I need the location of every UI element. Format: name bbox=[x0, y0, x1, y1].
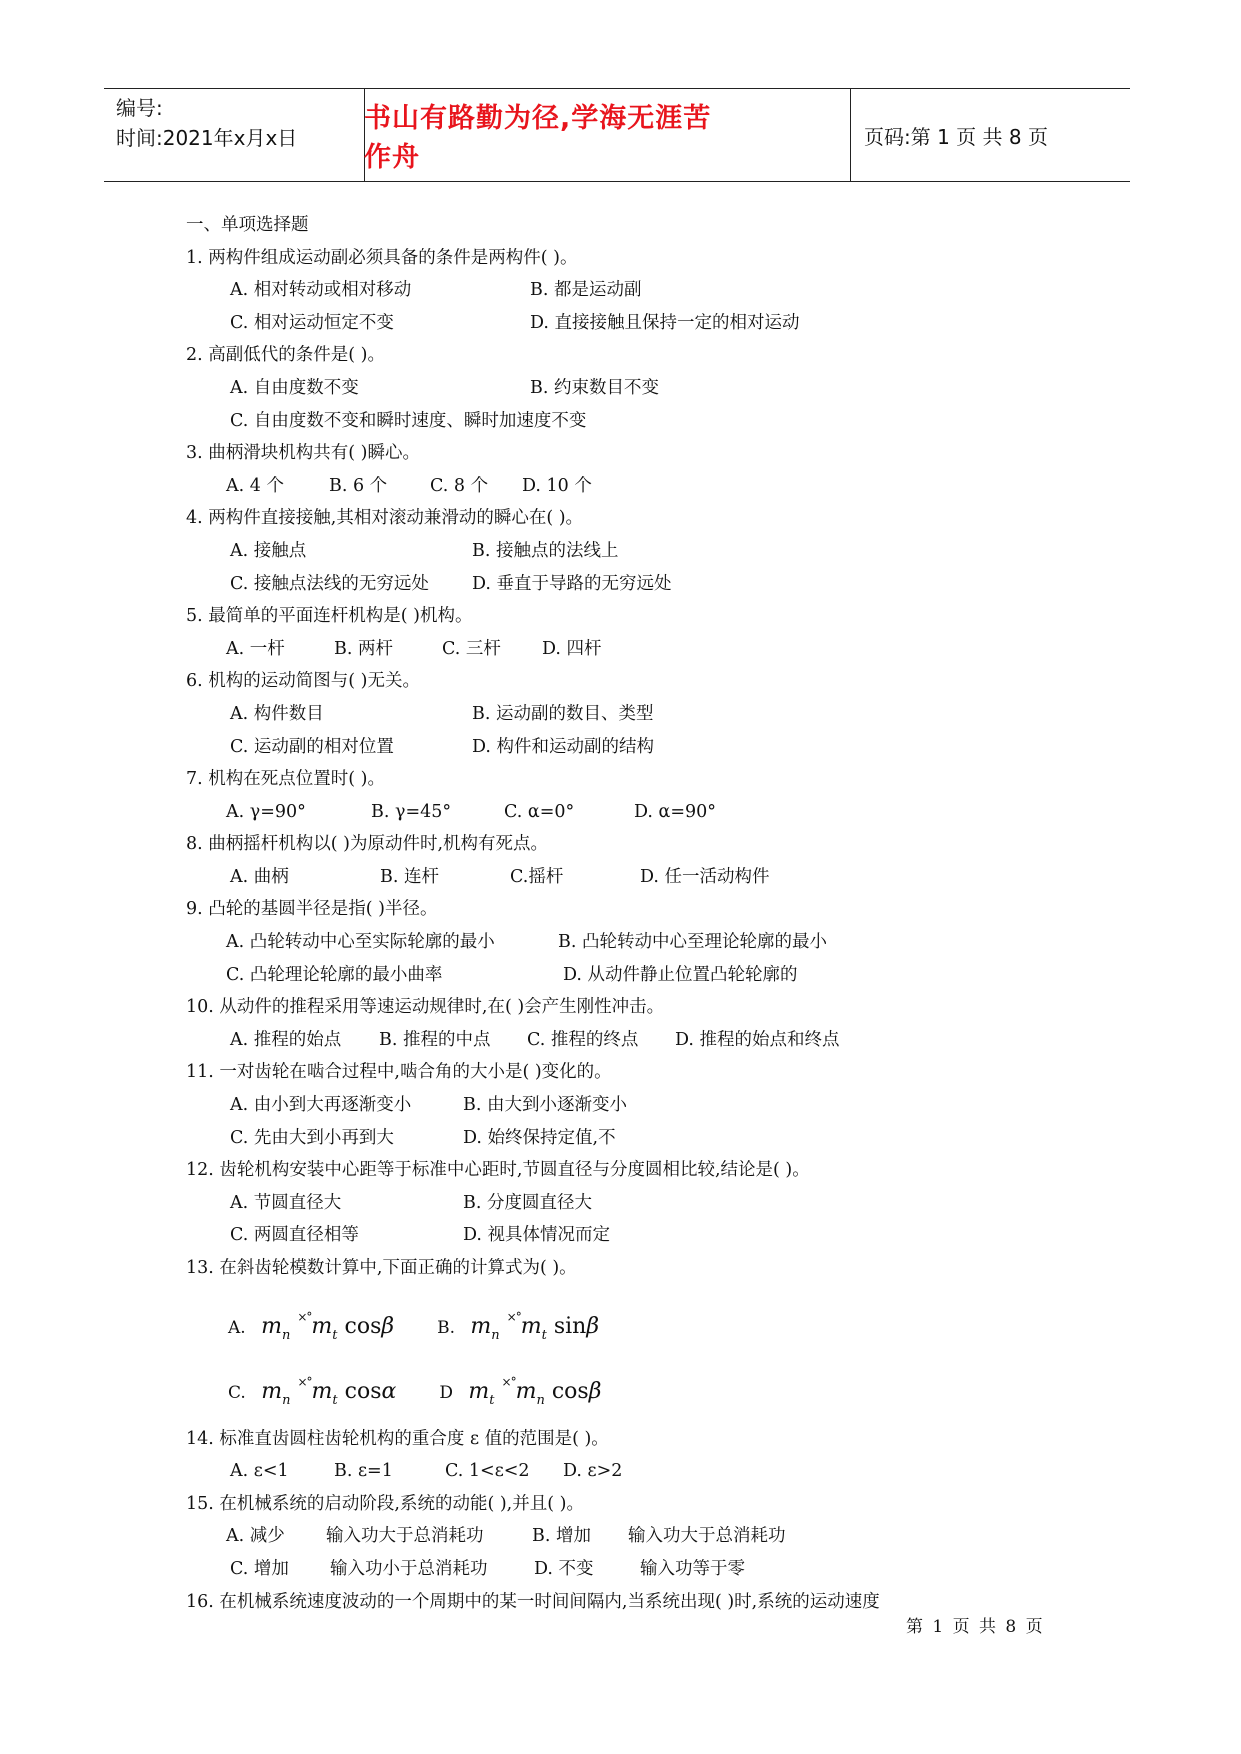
formula-symbol: m bbox=[470, 1313, 492, 1339]
option: A. 推程的始点 bbox=[230, 1029, 342, 1050]
option: D. 四杆 bbox=[542, 638, 602, 659]
question-stem: 4. 两构件直接接触,其相对滚动兼滑动的瞬心在( )。 bbox=[186, 508, 584, 529]
question-list bbox=[186, 209, 1086, 1618]
option: C.摇杆 bbox=[510, 866, 564, 887]
option-row bbox=[186, 959, 1086, 992]
question-stem: 9. 凸轮的基圆半径是指( )半径。 bbox=[186, 899, 438, 920]
formula-symbol: m bbox=[261, 1378, 283, 1404]
option: A. ε<1 bbox=[230, 1461, 289, 1482]
option: A. 曲柄 bbox=[230, 866, 289, 887]
formula-subscript: t bbox=[332, 1392, 338, 1408]
formula bbox=[468, 1374, 602, 1408]
option-detail: 输入功大于总消耗功 bbox=[326, 1526, 484, 1547]
time-label: 时间:2021年x月x日 bbox=[116, 126, 298, 150]
option-row bbox=[186, 731, 1086, 764]
option: D. 从动件静止位置凸轮轮廓的 bbox=[563, 964, 798, 985]
option: C. 三杆 bbox=[442, 638, 501, 659]
option-row bbox=[186, 633, 1086, 666]
question-stem: 11. 一对齿轮在啮合过程中,啮合角的大小是( )变化的。 bbox=[186, 1062, 612, 1083]
option-row bbox=[186, 470, 1086, 503]
option: A. 接触点 bbox=[230, 540, 307, 561]
option-detail: 输入功小于总消耗功 bbox=[330, 1558, 488, 1579]
option-row bbox=[186, 1187, 1086, 1220]
option-row bbox=[186, 1219, 1086, 1252]
question-stem: 2. 高副低代的条件是( )。 bbox=[186, 345, 385, 366]
option-row bbox=[186, 535, 1086, 568]
formula-symbol: m bbox=[515, 1378, 537, 1404]
formula-symbol: m bbox=[261, 1313, 282, 1339]
option-row bbox=[186, 698, 1086, 731]
question-stem: 15. 在机械系统的启动阶段,系统的动能( ),并且( )。 bbox=[186, 1493, 584, 1514]
option: B. 分度圆直径大 bbox=[463, 1192, 592, 1213]
option-row bbox=[186, 568, 1086, 601]
option-row bbox=[186, 307, 1086, 340]
option-row bbox=[186, 796, 1086, 829]
option-label: A. bbox=[228, 1317, 246, 1338]
formula-function: sin bbox=[553, 1313, 587, 1339]
option-row bbox=[186, 1520, 1086, 1553]
formula bbox=[261, 1374, 403, 1408]
option: C. 接触点法线的无穷远处 bbox=[230, 573, 429, 594]
option: C. α=0° bbox=[504, 801, 575, 822]
formula-row bbox=[186, 1285, 1086, 1350]
option-detail: 输入功等于零 bbox=[640, 1558, 745, 1579]
option: D. 10 个 bbox=[522, 475, 592, 496]
option: B. 约束数目不变 bbox=[530, 377, 659, 398]
formula-row bbox=[186, 1350, 1086, 1415]
option: A. γ=90° bbox=[226, 801, 306, 822]
option: A. 节圆直径大 bbox=[230, 1192, 342, 1213]
formula-subscript: t bbox=[332, 1327, 338, 1343]
option: D. 垂直于导路的无穷远处 bbox=[472, 573, 672, 594]
question-stem: 1. 两构件组成运动副必须具备的条件是两构件( )。 bbox=[186, 247, 578, 268]
option: C. 8 个 bbox=[430, 475, 489, 496]
question-stem: 10. 从动件的推程采用等速运动规律时,在( )会产生刚性冲击。 bbox=[186, 997, 665, 1018]
page-header bbox=[104, 88, 1130, 182]
formula-operator: ×° bbox=[506, 1309, 521, 1324]
option: A. 一杆 bbox=[226, 638, 285, 659]
option: A. 4 个 bbox=[226, 475, 284, 496]
option: B. 增加 bbox=[532, 1526, 591, 1547]
formula-variable: β bbox=[586, 1313, 600, 1339]
formula-subscript: t bbox=[489, 1392, 495, 1408]
option: B. 运动副的数目、类型 bbox=[472, 703, 654, 724]
option: C. 凸轮理论轮廓的最小曲率 bbox=[226, 964, 443, 985]
number-label: 编号: bbox=[116, 96, 163, 120]
option: B. 6 个 bbox=[329, 475, 388, 496]
option: A. 相对转动或相对移动 bbox=[230, 280, 412, 301]
option-row bbox=[186, 861, 1086, 894]
question-stem: 6. 机构的运动简图与( )无关。 bbox=[186, 671, 420, 692]
option: C. 相对运动恒定不变 bbox=[230, 312, 394, 333]
option: A. 凸轮转动中心至实际轮廓的最小 bbox=[226, 932, 495, 953]
question-stem: 14. 标准直齿圆柱齿轮机构的重合度 ε 值的范围是( )。 bbox=[186, 1428, 609, 1449]
formula-variable: β bbox=[588, 1378, 602, 1404]
option-label: D bbox=[439, 1382, 453, 1403]
option: D. 不变 bbox=[534, 1558, 594, 1579]
option: B. 连杆 bbox=[380, 866, 439, 887]
option: D. 推程的始点和终点 bbox=[675, 1029, 840, 1050]
option: A. 减少 bbox=[226, 1526, 285, 1547]
formula-subscript: t bbox=[541, 1327, 547, 1343]
page-footer: 第 1 页 共 8 页 bbox=[906, 1617, 1045, 1637]
formula-operator: ×° bbox=[297, 1374, 312, 1389]
formula-symbol: m bbox=[311, 1313, 333, 1339]
option: D. 构件和运动副的结构 bbox=[472, 736, 655, 757]
option: B. 推程的中点 bbox=[379, 1029, 491, 1050]
option-row bbox=[186, 1122, 1086, 1155]
formula-variable: α bbox=[381, 1378, 397, 1404]
option-row bbox=[186, 926, 1086, 959]
formula-subscript: n bbox=[282, 1392, 291, 1408]
option-label: C. bbox=[228, 1382, 246, 1403]
option: B. 都是运动副 bbox=[530, 280, 642, 301]
formula-symbol: m bbox=[311, 1378, 333, 1404]
option: A. 由小到大再逐渐变小 bbox=[230, 1095, 412, 1116]
option: C. 推程的终点 bbox=[527, 1029, 639, 1050]
option: C. 1<ε<2 bbox=[445, 1461, 530, 1482]
question-stem: 13. 在斜齿轮模数计算中,下面正确的计算式为( )。 bbox=[186, 1258, 577, 1278]
option: B. 由大到小逐渐变小 bbox=[463, 1095, 627, 1116]
option: D. 直接接触且保持一定的相对运动 bbox=[530, 312, 800, 333]
option: D. 始终保持定值,不 bbox=[463, 1127, 616, 1148]
option-label: B. bbox=[437, 1317, 455, 1338]
header-meta bbox=[116, 93, 297, 153]
option: B. γ=45° bbox=[371, 801, 452, 822]
formula-function: cos bbox=[344, 1378, 382, 1404]
option: C. 增加 bbox=[230, 1558, 289, 1579]
option-row bbox=[186, 1089, 1086, 1122]
formula-symbol: m bbox=[520, 1313, 542, 1339]
formula-variable: β bbox=[381, 1313, 395, 1339]
question-stem: 16. 在机械系统速度波动的一个周期中的某一时间间隔内,当系统出现( )时,系统的运动速度 bbox=[186, 1591, 880, 1612]
option: C. 先由大到小再到大 bbox=[230, 1127, 394, 1148]
formula-subscript: n bbox=[536, 1392, 545, 1408]
formula-subscript: n bbox=[491, 1327, 500, 1343]
formula-function: cos bbox=[551, 1378, 589, 1404]
option-detail: 输入功大于总消耗功 bbox=[628, 1526, 786, 1547]
formula bbox=[470, 1309, 600, 1343]
page-label: 页码:第 1 页 共 8 页 bbox=[864, 124, 1048, 149]
option: B. ε=1 bbox=[334, 1461, 393, 1482]
option-row bbox=[186, 372, 1086, 405]
formula-function: cos bbox=[344, 1313, 382, 1339]
option: C. 运动副的相对位置 bbox=[230, 736, 394, 757]
option: C. 自由度数不变和瞬时速度、瞬时加速度不变 bbox=[230, 410, 587, 431]
motto: 书山有路勤为径,学海无涯苦作舟 bbox=[364, 103, 712, 173]
question-stem: 7. 机构在死点位置时( )。 bbox=[186, 769, 385, 790]
section-title: 一、单项选择题 bbox=[186, 215, 309, 235]
option-row bbox=[186, 274, 1086, 307]
option: D. α=90° bbox=[634, 801, 717, 822]
option: D. 视具体情况而定 bbox=[463, 1225, 611, 1246]
question-stem: 8. 曲柄摇杆机构以( )为原动件时,机构有死点。 bbox=[186, 834, 549, 855]
option: B. 凸轮转动中心至理论轮廓的最小 bbox=[558, 932, 827, 953]
formula-symbol: m bbox=[468, 1378, 490, 1404]
option: B. 接触点的法线上 bbox=[472, 540, 619, 561]
option-row bbox=[186, 1024, 1086, 1057]
question-stem: 3. 曲柄滑块机构共有( )瞬心。 bbox=[186, 443, 420, 464]
formula bbox=[261, 1309, 401, 1343]
question-stem: 5. 最简单的平面连杆机构是( )机构。 bbox=[186, 606, 473, 627]
option: A. 自由度数不变 bbox=[230, 377, 359, 398]
option: C. 两圆直径相等 bbox=[230, 1225, 359, 1246]
option: A. 构件数目 bbox=[230, 703, 324, 724]
formula-operator: ×° bbox=[297, 1309, 312, 1324]
option-row bbox=[186, 1553, 1086, 1586]
formula-operator: ×° bbox=[501, 1374, 516, 1389]
option: B. 两杆 bbox=[334, 638, 393, 659]
formula-subscript: n bbox=[281, 1327, 291, 1343]
option: D. ε>2 bbox=[563, 1461, 623, 1482]
option: D. 任一活动构件 bbox=[640, 866, 770, 887]
header-divider bbox=[850, 89, 851, 181]
question-stem: 12. 齿轮机构安装中心距等于标准中心距时,节圆直径与分度圆相比较,结论是( )。 bbox=[186, 1160, 810, 1181]
option-row bbox=[186, 1455, 1086, 1488]
